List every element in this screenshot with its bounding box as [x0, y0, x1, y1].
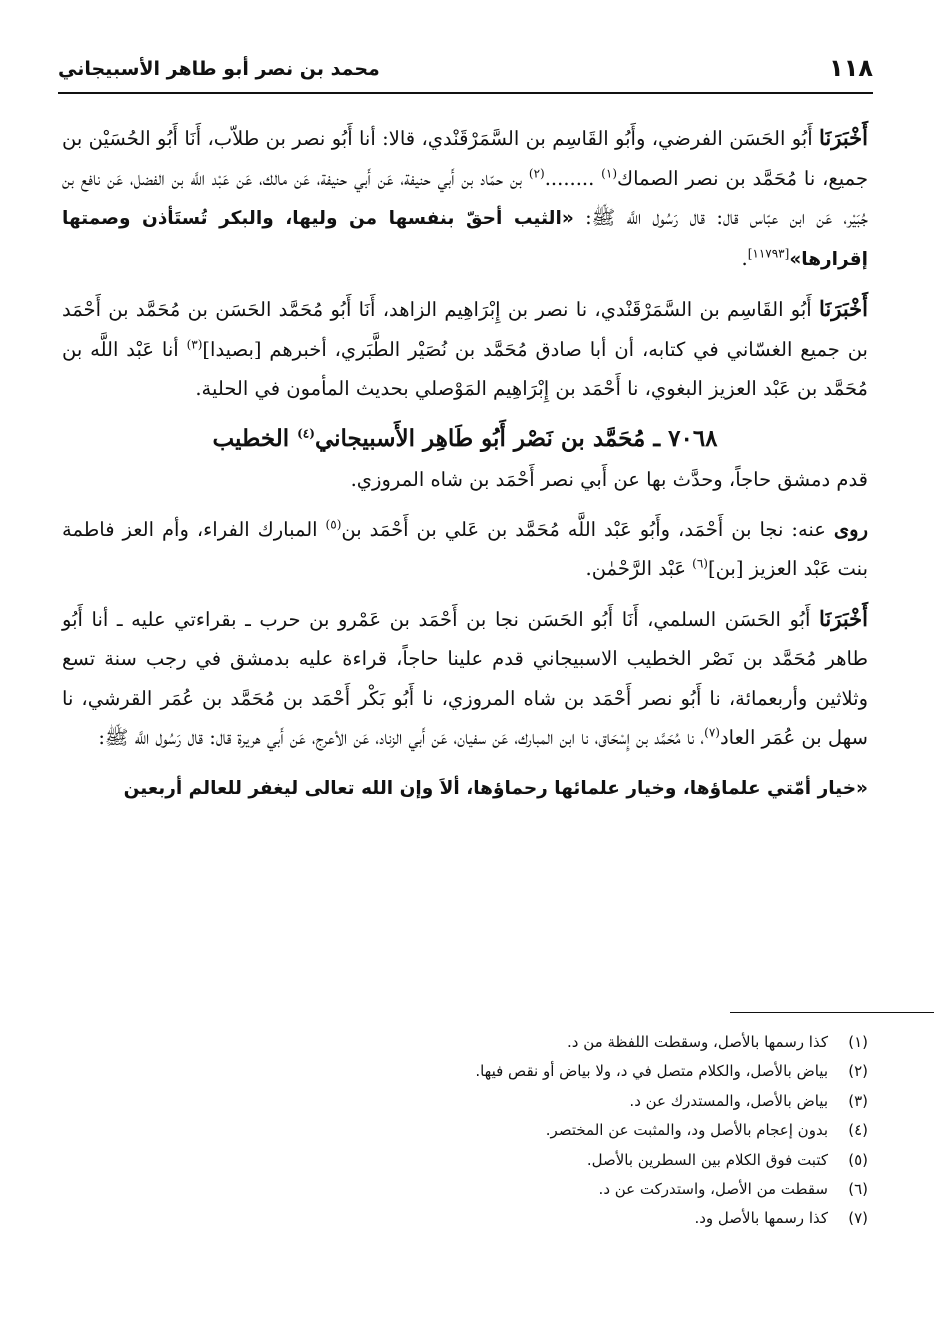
footnote-text: سقطت من الأصل، واستدركت عن د. [598, 1180, 828, 1199]
footnote [62, 1057, 868, 1086]
paragraph-6 [62, 768, 868, 809]
text: أنا عَبْد اللَّه بن مُحَمَّد بن عَبْد العزيز البغوي، نا أَحْمَد بن إِبْرَاهِيم المَوْصلي بحديث المأمون في الحلية. [62, 337, 868, 400]
page-number: ١١٨ [829, 54, 873, 82]
footnote [62, 1028, 868, 1057]
footnote-number: (٤) [848, 1121, 868, 1140]
footnote-text: بياض بالأصل، والمستدرك عن د. [629, 1091, 828, 1110]
footnote-number: (٥) [848, 1150, 868, 1169]
paragraph-1 [62, 118, 868, 279]
footnote-number: (٧) [848, 1209, 868, 1228]
text: أَبُو الحَسَن السلمي، أَنَا أَبُو الحَسَن نجا بن أَحْمَد بن عَمْرو بن حرب ـ بقراءتي عليه ـ أنا أَبُو طاهر مُحَمَّد بن نَصْر الخطيب الاسبيجاني قدم علينا حاجاً، قراءة عليه بدمشق في رجب سنة تسع وثلاثين وأربعمائة، نا أَبُو نصر أَحْمَد بن شاه المروزي، نا أَبُو بَكْر أَحْمَد بن مُحَمَّد بن عُمَر القرشي، نا سهل بن عُمَر العاد [62, 607, 868, 749]
paragraph-2 [62, 289, 868, 409]
text: ........ [544, 166, 602, 190]
footnote [62, 1204, 868, 1233]
text: ، نا مُحَمَّد بن إِسْحَاق، نا ابن المبارك، عَن سفيان، عَن أَبي الزناد، عَن الأعرج، عَن أَبي هريرة قال: قال رَسُول اللَّه ﷺ: [98, 726, 705, 749]
footnote [62, 1146, 868, 1175]
text: . [741, 246, 748, 270]
footnote-text: كذا رسمها بالأصل ود. [694, 1209, 828, 1228]
hadith-text: «الثيب أحقّ بنفسها من وليها، والبكر تُستَأذن وصمتها إقرارها» [62, 208, 868, 270]
footnote-ref: (٣) [186, 337, 203, 351]
running-title: محمد بن نصر أبو طاهر الأسبيجاني [58, 58, 380, 80]
page-header [58, 52, 873, 94]
footnote-text: كتبت فوق الكلام بين السطرين بالأصل. [586, 1150, 828, 1169]
text: عَبْد الرَّحْمٰن. [585, 557, 693, 580]
entry-number: ٧٠٦٨ [668, 424, 718, 452]
footnote-list [62, 1028, 868, 1234]
text: عنه: نجا بن أَحْمَد، وأَبُو عَبْد اللَّه مُحَمَّد بن عَلي بن أَحْمَد بن [341, 517, 834, 541]
lead-word: أَخْبَرَنَا [819, 605, 868, 631]
footnote-number: (١) [848, 1033, 868, 1051]
footnote-number: (٦) [848, 1180, 868, 1199]
main-text [62, 118, 868, 808]
text: قدم دمشق حاجاً، وحدَّث بها عن أَبي نصر أَحْمَد بن شاه المروزي. [350, 468, 868, 491]
lead-word: روى [833, 517, 869, 541]
footnote [62, 1175, 868, 1204]
entry-heading [62, 419, 868, 459]
footnote-text: بدون إعجام بالأصل ود، والمثبت عن المختصر. [545, 1121, 828, 1140]
footnote-ref: (٥) [325, 517, 342, 531]
entry-name: ـ مُحَمَّد بن نَصْر أَبُو طَاهِر الأَسبيجاني [314, 424, 669, 452]
footnote-number: (٣) [848, 1091, 868, 1110]
text: أَبُو الحَسَن الفرضي، وأَبُو القَاسِم بن السَّمَرْقَنْدي، قالا: أنا أَبُو نصر بن طلاّب، أَنَا أَبُو الحُسَيْن بن جميع، نا مُحَمَّد بن نصر الصماك [62, 127, 868, 190]
entry-suffix: الخطيب [212, 424, 298, 452]
lead-word: أَخْبَرَنَا [819, 296, 868, 321]
text: المبارك الفراء، وأم العز فاطمة بنت عَبْد العزيز [بن] [62, 517, 868, 580]
lead-word: أَخْبَرَنَا [819, 125, 868, 150]
paragraph-3 [62, 460, 868, 500]
footnote-text: كذا رسمها بالأصل، وسقطت اللفظة من د. [567, 1033, 828, 1051]
footnote [62, 1116, 868, 1145]
footnote [62, 1087, 868, 1116]
footnote-number: (٢) [848, 1062, 868, 1081]
paragraph-4 [62, 510, 868, 589]
footnote-ref: (٧) [704, 725, 720, 740]
hadith-text: «خيار أمّتي علماؤها، وخيار علمائها رحماؤها، ألاَ وإن الله تعالى ليغفر للعالم أربعين [123, 777, 868, 799]
hadith-number: [١١٧٩٣] [747, 246, 790, 260]
footnote-ref: (٦) [692, 556, 708, 571]
paragraph-5 [62, 599, 868, 758]
footnote-ref: (٢) [528, 166, 545, 180]
footnote-divider [730, 1012, 934, 1013]
footnote-text: بياض بالأصل، والكلام متصل في د، ولا بياض أو نقص فيها. [475, 1062, 828, 1081]
text: أَبُو القَاسِم بن السَّمَرْقَنْدي، نا نصر بن إِبْرَاهِيم الزاهد، أَنَا أَبُو مُحَمَّد الحَسَن بن مُحَمَّد بن أَحْمَد بن جميع الغسّاني في كتابه، أن أبا صادق مُحَمَّد بن نُصَيْر الطَّبَري، أخبرهم [بصيدا] [62, 298, 868, 361]
text: بن حمّاد بن أَبي حنيفة، عَن أَبي حنيفة، عَن مالك، عَن عَبْد اللَّه بن الفضل، عَن نافع بن جُبَيْر، عَن ابن عبّاس قال: قال رَسُول اللَّه ﷺ: [62, 166, 868, 229]
footnote-ref: (٤) [297, 425, 315, 440]
footnote-ref: (١) [601, 166, 617, 180]
